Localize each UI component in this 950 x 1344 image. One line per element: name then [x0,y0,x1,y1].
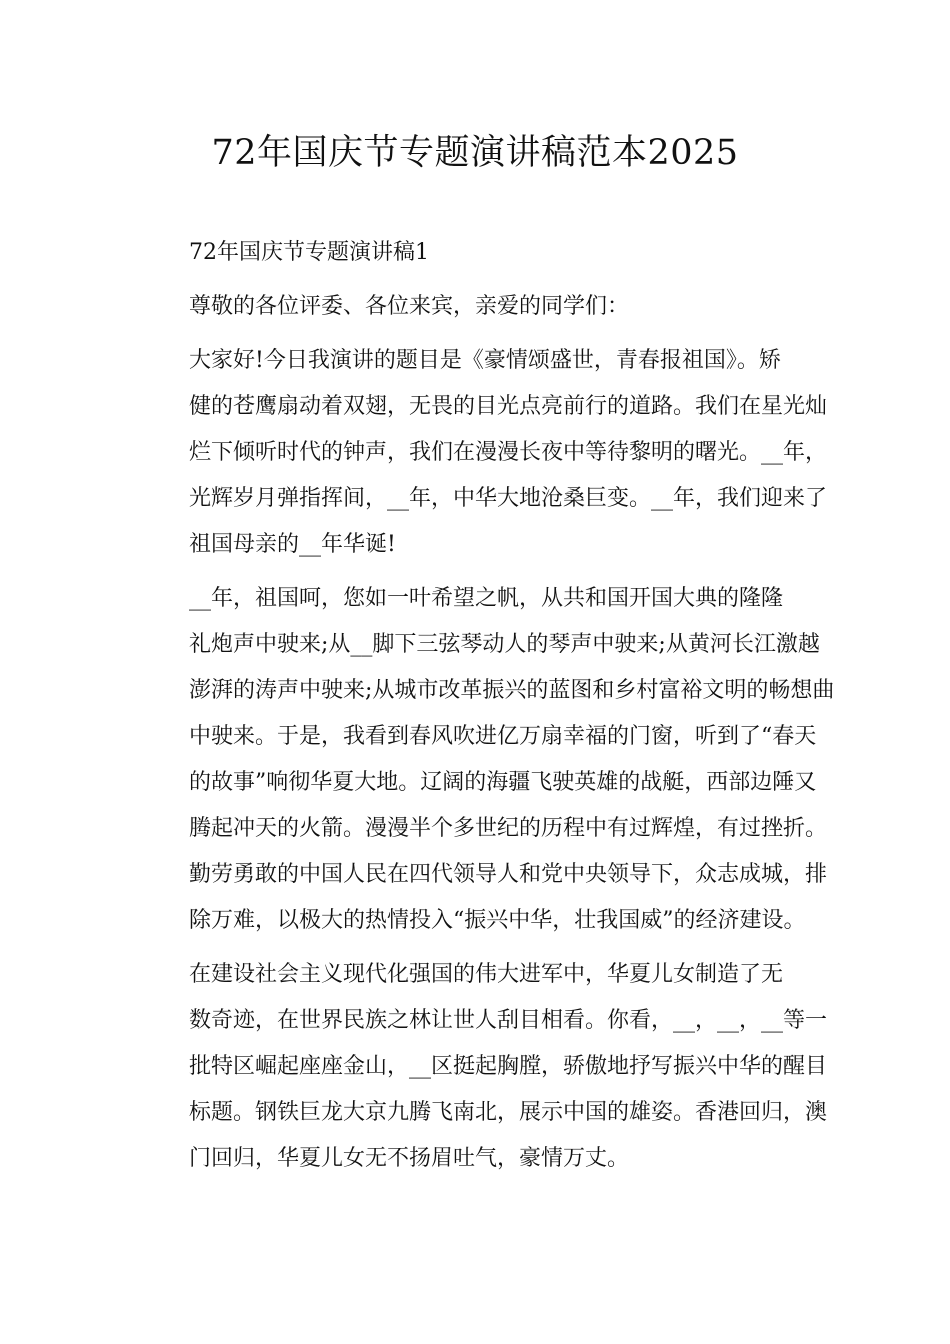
body-paragraph-1 [145,338,828,568]
paragraph-line: 批特区崛起座座金山，__区挺起胸膛，骄傲地抒写振兴中华的醒目 [189,1054,828,1079]
paragraph-line: 在建设社会主义现代化强国的伟大进军中，华夏儿女制造了无 [189,962,784,987]
paragraph-line: 门回归，华夏儿女无不扬眉吐气，豪情万丈。 [189,1146,630,1171]
paragraph-line: 腾起冲天的火箭。漫漫半个多世纪的历程中有过辉煌，有过挫折。 [189,816,828,841]
salutation: 尊敬的各位评委、各位来宾，亲爱的同学们： [189,294,630,319]
paragraph-line: 祖国母亲的__年华诞! [189,532,396,557]
paragraph-line: 烂下倾听时代的钟声，我们在漫漫长夜中等待黎明的曙光。__年， [189,440,828,465]
body-paragraph-3 [145,952,828,1182]
paragraph-line: 勤劳勇敢的中国人民在四代领导人和党中央领导下，众志成城，排 [189,862,828,887]
section-heading: 72年国庆节专题演讲稿1 [189,240,429,265]
document-title: 72年国庆节专题演讲稿范本2025 [211,133,739,173]
paragraph-line: 中驶来。于是，我看到春风吹进亿万扇幸福的门窗，听到了“春天 [189,724,817,749]
body-paragraph-2 [145,576,835,944]
paragraph-line: 除万难，以极大的热情投入“振兴中华，壮我国威”的经济建设。 [189,908,806,933]
paragraph-line: __年，祖国呵，您如一叶希望之帆，从共和国开国大典的隆隆 [189,586,784,611]
paragraph-line: 的故事”响彻华夏大地。辽阔的海疆飞驶英雄的战艇，西部边陲又 [189,770,817,795]
paragraph-line: 标题。钢铁巨龙大京九腾飞南北，展示中国的雄姿。香港回归，澳 [189,1100,828,1125]
document-body [145,230,835,1182]
paragraph-line: 大家好!今日我演讲的题目是《豪情颂盛世，青春报祖国》。矫 [189,348,781,373]
paragraph-line: 健的苍鹰扇动着双翅，无畏的目光点亮前行的道路。我们在星光灿 [189,394,828,419]
paragraph-line: 光辉岁月弹指挥间，__年，中华大地沧桑巨变。__年，我们迎来了 [189,486,828,511]
paragraph-line: 礼炮声中驶来;从__脚下三弦琴动人的琴声中驶来;从黄河长江激越 [189,632,820,657]
paragraph-line: 数奇迹，在世界民族之林让世人刮目相看。你看，__，__，__等一 [189,1008,828,1033]
paragraph-line: 澎湃的涛声中驶来;从城市改革振兴的蓝图和乡村富裕文明的畅想曲 [189,678,835,703]
